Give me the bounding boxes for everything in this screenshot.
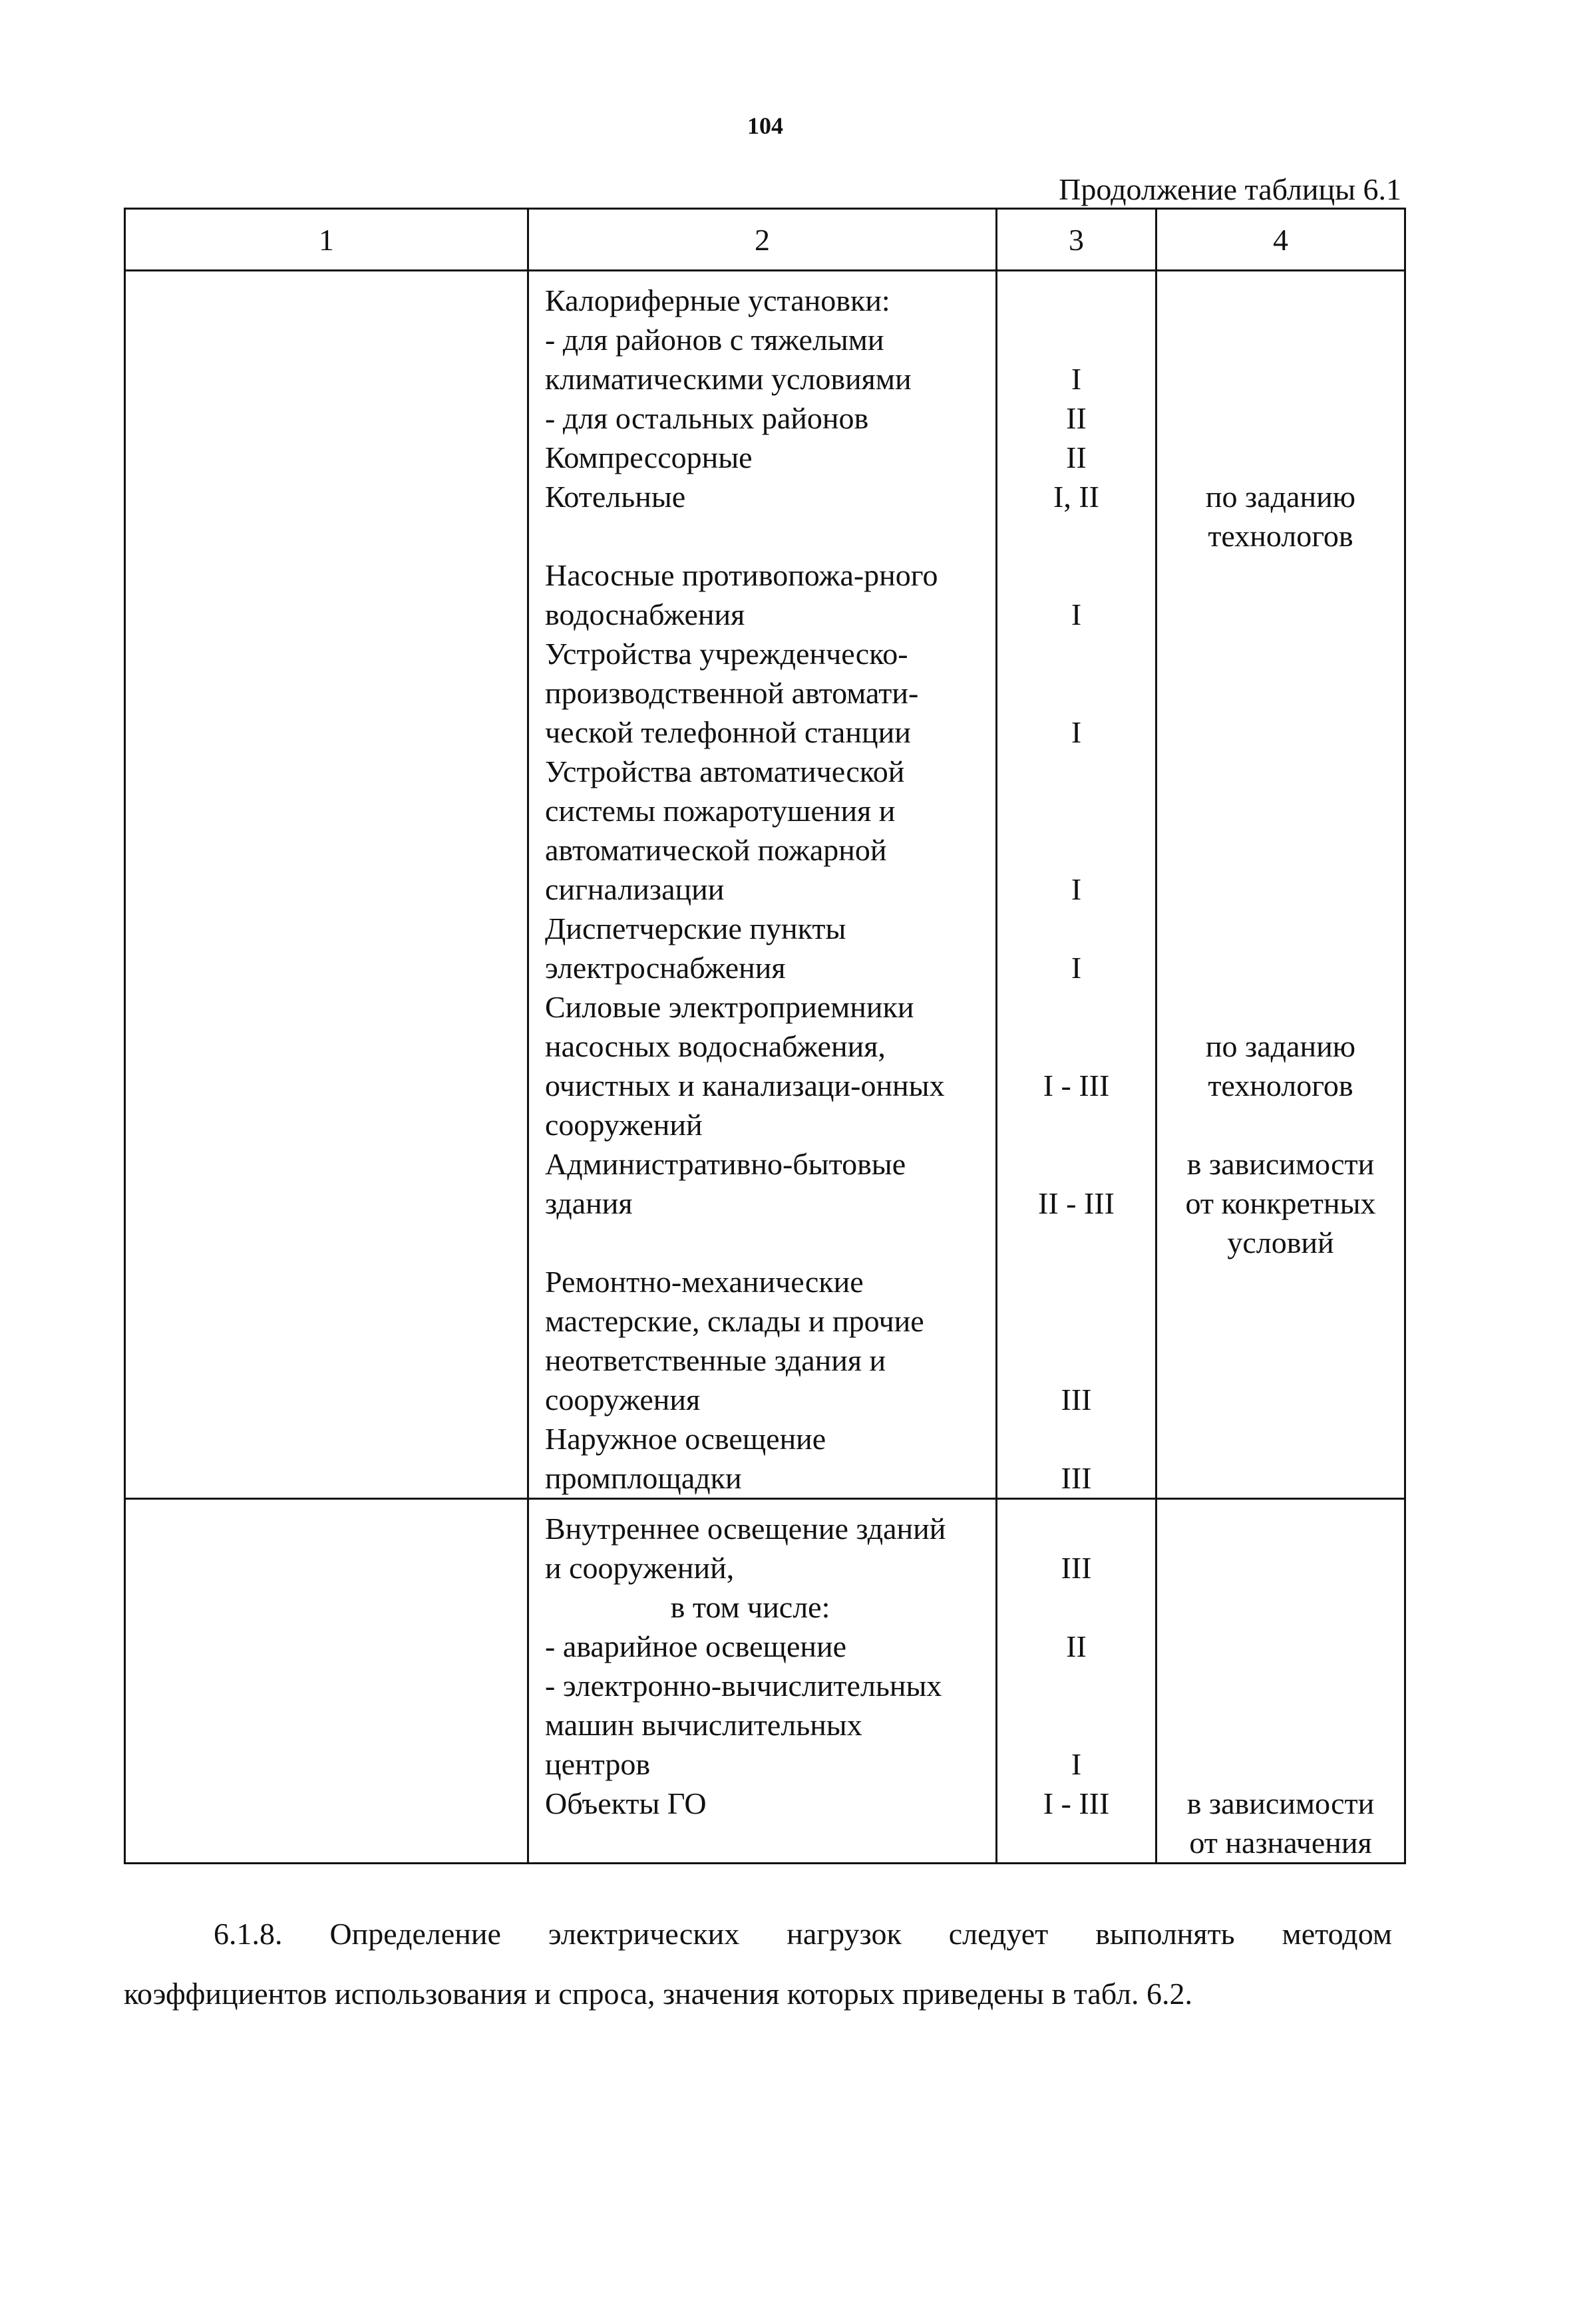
cell-line <box>1157 1419 1404 1458</box>
cell-line <box>1157 1587 1404 1627</box>
cell-line: - для остальных районов <box>545 401 869 435</box>
consumer-cell <box>528 271 997 1499</box>
cell-line <box>1157 870 1404 909</box>
cell-line: Калориферные установки: <box>545 283 890 317</box>
cell-line <box>1157 948 1404 987</box>
cell-line <box>997 516 1155 556</box>
cell-line <box>997 556 1155 595</box>
paragraph-word: методом <box>1282 1917 1392 1951</box>
cell-line: сигнализации <box>545 872 725 906</box>
cell-line <box>997 1666 1155 1705</box>
cell-line <box>997 320 1155 359</box>
cell-line <box>1157 1705 1404 1744</box>
cell-line: здания <box>545 1186 633 1220</box>
cell-line <box>997 1509 1155 1548</box>
cell-line <box>997 1223 1155 1262</box>
table-row <box>125 1499 1405 1864</box>
cell-line: по заданию <box>1205 480 1356 514</box>
cell-line <box>1157 595 1404 634</box>
cell-line <box>545 516 995 556</box>
cell-line: Устройства учрежденческо- <box>545 637 908 671</box>
cell-line: I <box>1071 362 1082 396</box>
cell-line: мастерские, склады и прочие <box>545 1304 924 1338</box>
cell-line: Диспетчерские пункты <box>545 912 846 945</box>
cell-line <box>997 1027 1155 1066</box>
cell-line: III <box>1061 1461 1092 1495</box>
cell-line: I - III <box>1043 1786 1110 1820</box>
cell-line <box>1157 713 1404 752</box>
cell-line: I <box>1071 715 1082 749</box>
cell-line: машин вычислительных <box>545 1708 862 1742</box>
paragraph-word: выполнять <box>1095 1917 1235 1951</box>
cell-line: Наружное освещение <box>545 1422 826 1456</box>
cell-line: ческой телефонной станции <box>545 715 911 749</box>
cell-line <box>1157 438 1404 477</box>
cell-line: технологов <box>1208 519 1353 553</box>
cell-line: в зависимости <box>1186 1786 1375 1820</box>
cell-line: промплощадки <box>545 1461 742 1495</box>
cell-line <box>997 1301 1155 1341</box>
cell-line: Административно-бытовые <box>545 1147 906 1181</box>
cell-line <box>1157 830 1404 870</box>
cell-line <box>1157 987 1404 1027</box>
data-table <box>124 208 1406 1864</box>
cell-line: технологов <box>1208 1069 1353 1102</box>
cell-line <box>1157 399 1404 438</box>
header-cell: 4 <box>1156 209 1405 271</box>
header-cell: 2 <box>528 209 997 271</box>
cell-line <box>1157 673 1404 713</box>
cell-line <box>997 1262 1155 1301</box>
cell-line <box>545 1223 995 1262</box>
cell-line: сооружения <box>545 1383 701 1416</box>
cell-line: условий <box>1227 1226 1334 1259</box>
category-cell <box>997 271 1156 1499</box>
cell-line: и сооружений, <box>545 1551 735 1585</box>
cell-line <box>1157 1105 1404 1144</box>
cell-line <box>1157 1509 1404 1548</box>
cell-line: III <box>1061 1383 1092 1416</box>
note-cell <box>1156 1499 1405 1864</box>
paragraph-word: 6.1.8. <box>214 1917 283 1951</box>
cell-line: насосных водоснабжения, <box>545 1029 886 1063</box>
cell-line <box>1157 791 1404 830</box>
cell-line <box>1157 1262 1404 1301</box>
table-caption: Продолжение таблицы 6.1 <box>1059 172 1401 206</box>
cell-line <box>1157 1627 1404 1666</box>
cell-line <box>1157 634 1404 673</box>
cell-line <box>997 909 1155 948</box>
cell-line: автоматической пожарной <box>545 833 887 867</box>
cell-line <box>1157 556 1404 595</box>
consumer-cell <box>528 1499 997 1864</box>
cell-line: сооружений <box>545 1108 703 1142</box>
category-cell <box>997 1499 1156 1864</box>
cell-line <box>997 1587 1155 1627</box>
cell-line: II <box>1066 440 1087 474</box>
cell-line <box>1157 1548 1404 1587</box>
cell-line: Насосные противопожа-рного <box>545 558 938 592</box>
cell-line: II - III <box>1038 1186 1115 1220</box>
cell-line: Компрессорные <box>545 440 753 474</box>
cell-line <box>1157 359 1404 399</box>
paragraph-word: следует <box>948 1917 1049 1951</box>
cell-line: от назначения <box>1189 1826 1372 1860</box>
table-cell-empty <box>125 271 528 1499</box>
cell-line: производственной автомати- <box>545 676 919 710</box>
cell-line <box>997 1144 1155 1184</box>
table-row <box>125 271 1405 1499</box>
cell-line: Силовые электроприемники <box>545 990 914 1024</box>
cell-line: очистных и канализаци-онных <box>545 1069 945 1102</box>
cell-line: III <box>1061 1551 1092 1585</box>
cell-line <box>997 1341 1155 1380</box>
cell-line <box>997 791 1155 830</box>
page-number: 104 <box>747 112 783 139</box>
paragraph-word: электрических <box>548 1917 740 1951</box>
cell-line: системы пожаротушения и <box>545 794 896 828</box>
cell-line <box>1157 752 1404 791</box>
paragraph-word: Определение <box>329 1917 501 1951</box>
cell-line: I - III <box>1043 1069 1110 1102</box>
cell-line <box>997 673 1155 713</box>
cell-line: I <box>1071 872 1082 906</box>
cell-line: Ремонтно-механические <box>545 1265 864 1299</box>
cell-line: электроснабжения <box>545 951 786 985</box>
cell-line: - аварийное освещение <box>545 1629 847 1663</box>
cell-line <box>1157 1744 1404 1784</box>
cell-line <box>997 281 1155 320</box>
cell-line: - для районов с тяжелыми <box>545 323 884 357</box>
cell-line: I <box>1071 597 1082 631</box>
cell-line <box>997 1105 1155 1144</box>
cell-line <box>997 634 1155 673</box>
cell-line: II <box>1066 401 1087 435</box>
paragraph-line-2: коэффициентов использования и спроса, значения которых приведены в табл. 6.2. <box>124 1977 1192 2011</box>
cell-line <box>1157 909 1404 948</box>
cell-line: водоснабжения <box>545 597 745 631</box>
table-cell-empty <box>125 1499 528 1864</box>
cell-line <box>997 1705 1155 1744</box>
cell-line: Котельные <box>545 480 686 514</box>
cell-line: центров <box>545 1747 651 1781</box>
table-header-row <box>125 209 1405 271</box>
cell-line: Объекты ГО <box>545 1786 707 1820</box>
cell-line <box>997 1419 1155 1458</box>
cell-line: II <box>1066 1629 1087 1663</box>
cell-line <box>997 752 1155 791</box>
header-cell: 3 <box>997 209 1156 271</box>
header-cell: 1 <box>125 209 528 271</box>
cell-line: от конкретных <box>1185 1186 1376 1220</box>
paragraph-word: нагрузок <box>787 1917 902 1951</box>
cell-line <box>997 987 1155 1027</box>
cell-line: - электронно-вычислительных <box>545 1669 942 1703</box>
cell-line <box>997 830 1155 870</box>
cell-line <box>1157 1458 1404 1498</box>
cell-line: I <box>1071 1747 1082 1781</box>
cell-line <box>1157 1666 1404 1705</box>
paragraph-line-1 <box>124 1916 1392 1951</box>
cell-line <box>1157 281 1404 320</box>
cell-line: I <box>1071 951 1082 985</box>
cell-line: I, II <box>1053 480 1099 514</box>
cell-line: Внутреннее освещение зданий <box>545 1512 946 1546</box>
cell-line: в зависимости <box>1186 1147 1375 1181</box>
cell-line <box>1157 320 1404 359</box>
cell-line: Устройства автоматической <box>545 754 905 788</box>
cell-line <box>1157 1341 1404 1380</box>
cell-line <box>1157 1301 1404 1341</box>
cell-line: в том числе: <box>670 1590 830 1624</box>
note-cell <box>1156 271 1405 1499</box>
cell-line: по заданию <box>1205 1029 1356 1063</box>
cell-line: климатическими условиями <box>545 362 912 396</box>
cell-line: неответственные здания и <box>545 1343 886 1377</box>
cell-line <box>1157 1380 1404 1419</box>
